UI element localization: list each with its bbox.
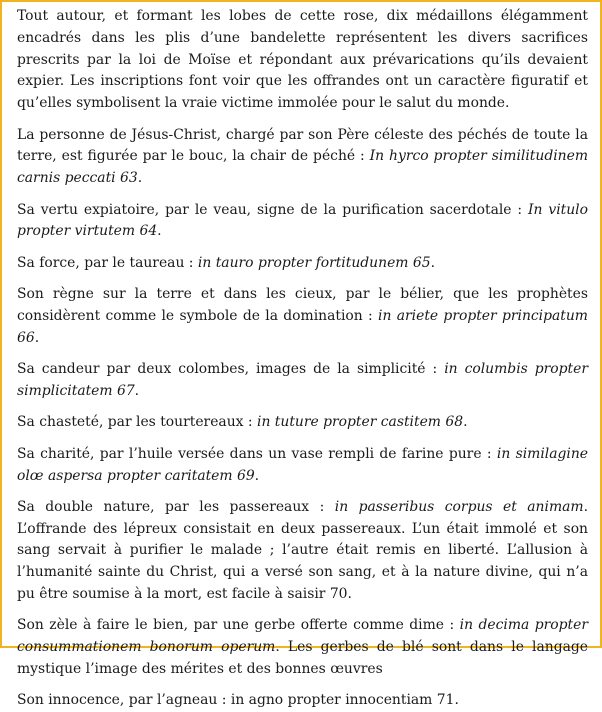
paragraph-tail: . L’offrande des lépreux consistait en deux passereaux. L’un était immolé et son sang servait à purifier le malade ; l’autre était remis en liberté. L’allusion à l’humanité sainte du Christ, qui a versé son sang, et à la nature divine, qui n’a pu être soumise à la mort, est facile à saisir 70. — [17, 498, 588, 603]
paragraph-text: Sa vertu expiatoire, par le veau, signe de la purification sacerdotale : — [17, 201, 529, 218]
latin-inscription: In vitulo propter virtutem 64 — [17, 201, 588, 240]
paragraph-passereaux — [17, 497, 588, 606]
latin-inscription: in tauro propter fortitudunem 65 — [197, 254, 431, 271]
paragraph-tail: . — [463, 414, 468, 431]
paragraph-tail: . — [254, 467, 260, 484]
paragraph-rose-medallions — [17, 6, 588, 115]
latin-inscription: in columbis propter simplicitatem 67 — [17, 361, 588, 399]
paragraph-colombes — [17, 359, 588, 403]
latin-inscription: In hyrco propter similitudinem carnis peccati 63 — [17, 148, 588, 187]
paragraph-tail: . — [34, 329, 40, 346]
paragraph-text: Sa charité, par l’huile versée dans un vase rempli de farine pure : — [17, 445, 497, 462]
paragraph-text: Sa candeur par deux colombes, images de la simplicité : — [17, 361, 445, 378]
latin-inscription: in passeribus corpus et animam — [334, 498, 584, 515]
latin-inscription: in decima propter consummationem bonorum operum — [17, 617, 588, 656]
paragraph-text: La personne de Jésus-Christ, chargé par son Père céleste des péchés de toute la terre, est figurée par le bouc, la chair de péché : — [17, 126, 588, 165]
paragraph-text: Sa force, par le taureau : — [17, 254, 198, 271]
latin-inscription: in ariete propter principatum 66 — [17, 307, 588, 346]
latin-inscription: in tuture propter castitem 68 — [257, 414, 464, 431]
paragraph-text: Son zèle à faire le bien, par une gerbe offerte comme dime : — [17, 617, 460, 634]
paragraph-text: Son règne sur la terre et dans les cieux, par le bélier, que les prophètes considèrent comme le symbole de la domination : — [17, 286, 588, 324]
paragraph-bouc — [17, 125, 588, 190]
paragraph-tourtereaux — [17, 412, 588, 434]
latin-inscription: in similagine olœ aspersa propter caritatem 69 — [17, 445, 588, 484]
paragraph-huile — [17, 444, 588, 488]
paragraph-text: Sa chasteté, par les tourtereaux : — [17, 414, 257, 431]
paragraph-agneau — [17, 690, 588, 712]
paragraph-tail: . — [157, 223, 162, 240]
paragraph-tail: . Les gerbes de blé sont dans le langage mystique l’image des mérites et des bonnes œuvres — [17, 639, 589, 678]
paragraph-veau — [17, 200, 588, 244]
paragraph-tail: . — [134, 382, 140, 399]
paragraph-gerbe — [17, 615, 588, 680]
paragraph-tail: . — [430, 254, 435, 271]
paragraph-text: Sa double nature, par les passereaux : — [17, 498, 335, 515]
paragraph-text: Son innocence, par l’agneau : in agno propter innocentiam 71. — [17, 692, 459, 709]
paragraph-text: Tout autour, et formant les lobes de cette rose, dix médaillons élégamment encadrés dans les plis d’une bandelette représentent les divers sacrifices prescrits par la loi de Moïse et répondant aux prévarications qu’ils devaient expier. Les inscriptions font voir que les offrandes ont un caractère figuratif et qu’elles symbolisent la vraie victime immolée pour le salut du monde. — [17, 8, 588, 112]
paragraph-belier — [17, 284, 588, 349]
paragraph-tail: . — [137, 170, 143, 187]
paragraph-taureau — [17, 253, 588, 275]
